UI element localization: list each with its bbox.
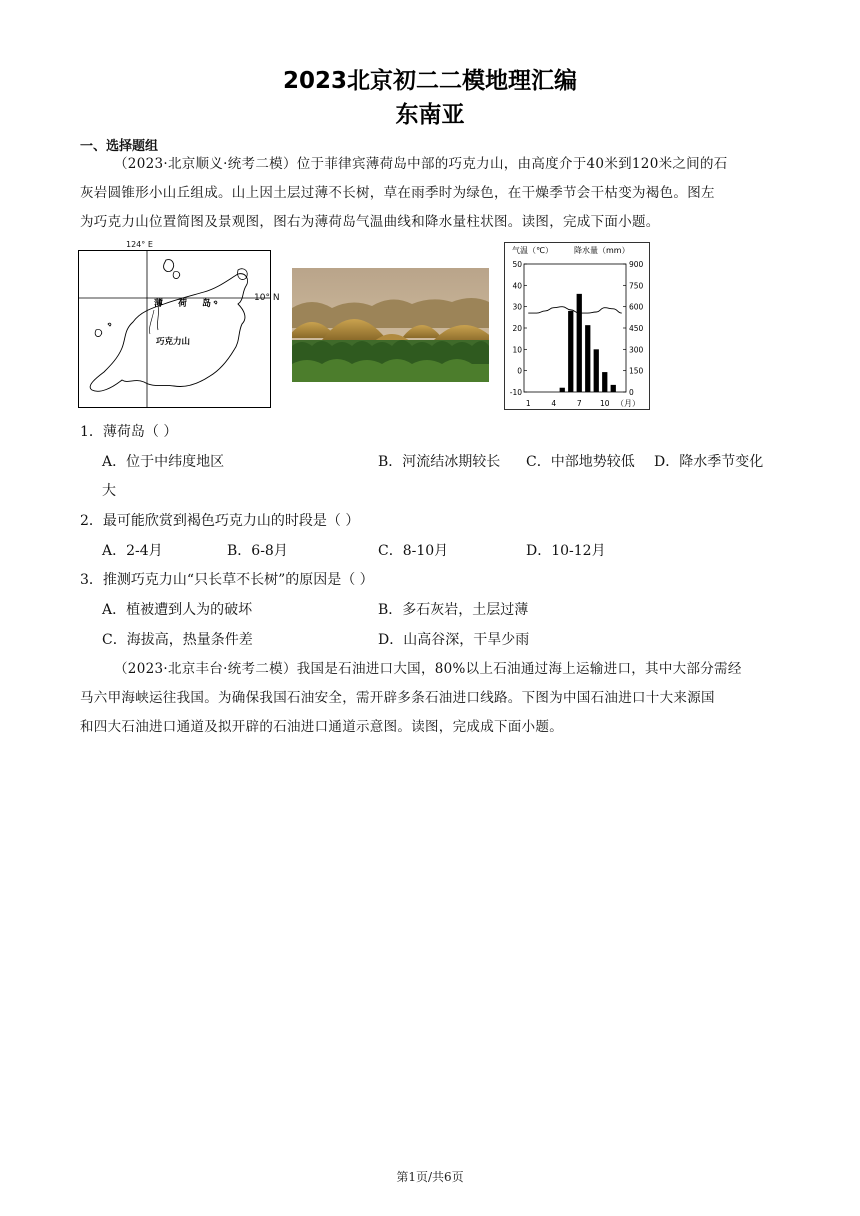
page-title: 2023北京初二二模地理汇编 [282, 68, 577, 94]
q1-option-d-wrap: 大 [102, 483, 116, 499]
precip-bar-11 [611, 385, 616, 392]
precip-bar-9 [594, 349, 599, 392]
temp-tick-label: 30 [512, 302, 522, 312]
question-1-stem: 1．薄荷岛（ ） [80, 424, 178, 440]
temp-tick-label: 0 [517, 366, 522, 376]
temp-tick-label: 10 [512, 345, 522, 355]
passage1-line1: （2023·北京顺义·统考二模）位于菲律宾薄荷岛中部的巧克力山，由高度介于40米到120米之间的石 [114, 156, 728, 172]
temp-tick-label: -10 [509, 388, 522, 397]
temp-tick-label: 20 [512, 324, 522, 333]
page-subtitle: 东南亚 [395, 102, 465, 128]
x-tick-label: 1 [525, 399, 531, 408]
precip-tick-label: 600 [629, 302, 644, 312]
precip-tick-label: 0 [629, 388, 634, 397]
q3-option-c[interactable]: C．海拔高，热量条件差 [102, 632, 253, 648]
temp-tick-label: 50 [512, 260, 522, 269]
precip-tick-label: 150 [629, 366, 644, 376]
passage2-line3: 和四大石油进口通道及拟开辟的石油进口通道示意图。读图，完成成下面小题。 [80, 719, 563, 735]
latitude-label: 10° N [254, 293, 280, 303]
question-2-stem: 2．最可能欣赏到褐色巧克力山的时段是（ ） [80, 513, 360, 529]
section-heading: 一、选择题组 [80, 139, 159, 154]
temp-tick-label: 40 [512, 281, 522, 291]
chocolate-hills-label: 巧克力山 [156, 337, 191, 347]
island-label-1: 薄 [154, 299, 164, 309]
precip-tick-label: 900 [629, 260, 644, 269]
q3-option-d[interactable]: D．山高谷深，干旱少雨 [378, 632, 530, 648]
island-label-2: 荷 [178, 299, 188, 309]
x-axis-unit: （月） [616, 399, 640, 408]
question-3-stem: 3．推测巧克力山“只长草不长树”的原因是（ ） [80, 572, 374, 588]
x-tick-label: 4 [551, 399, 557, 408]
q1-option-d[interactable]: D．降水季节变化 [654, 454, 764, 470]
precip-tick-label: 450 [629, 324, 644, 333]
chocolate-hills-photo [292, 268, 489, 382]
precip-bar-6 [568, 311, 573, 392]
q2-option-b[interactable]: B．6-8月 [227, 543, 288, 559]
q1-option-b[interactable]: B．河流结冰期较长 [378, 454, 501, 470]
precip-tick-label: 750 [629, 281, 644, 291]
q2-option-c[interactable]: C．8-10月 [378, 543, 449, 559]
precip-bar-7 [577, 294, 582, 392]
passage1-line2: 灰岩圆锥形小山丘组成。山上因土层过薄不长树，草在雨季时为绿色，在干燥季节会干枯变为褐色。图左 [80, 185, 715, 201]
island-label-3: 岛 [202, 299, 212, 309]
x-tick-label: 10 [599, 399, 610, 408]
x-tick-label: 7 [576, 399, 582, 408]
longitude-text: 124° E [126, 240, 153, 249]
climate-chart [504, 242, 650, 410]
page-number: 第1页/共6页 [396, 1170, 464, 1184]
precip-bar-10 [602, 372, 607, 392]
passage-oil-import [80, 655, 780, 742]
q2-option-d[interactable]: D．10-12月 [526, 543, 606, 559]
passage2-line2: 马六甲海峡运往我国。为确保我国石油安全，需开辟多条石油进口线路。下图为中国石油进口十大来源国 [80, 690, 715, 706]
passage-chocolate-hills [80, 150, 780, 237]
q1-option-c[interactable]: C．中部地势较低 [526, 454, 635, 470]
passage1-line3: 为巧克力山位置简图及景观图，图右为薄荷岛气温曲线和降水量柱状图。读图，完成下面小题。 [80, 214, 660, 230]
passage2-line1: （2023·北京丰台·统考二模）我国是石油进口大国，80%以上石油通过海上运输进口，其中大部分需经 [114, 661, 742, 677]
location-map [78, 250, 271, 408]
q2-option-a[interactable]: A．2-4月 [102, 543, 163, 559]
precip-axis-title: 降水量（mm） [574, 246, 630, 255]
q3-option-b[interactable]: B．多石灰岩，土层过薄 [378, 602, 529, 618]
temp-axis-title: 气温（℃） [512, 246, 553, 255]
q1-option-a[interactable]: A．位于中纬度地区 [102, 454, 225, 470]
precip-bar-8 [585, 325, 590, 392]
precip-bar-5 [560, 388, 565, 392]
precip-tick-label: 300 [629, 345, 644, 355]
q3-option-a[interactable]: A．植被遭到人为的破坏 [102, 602, 253, 618]
